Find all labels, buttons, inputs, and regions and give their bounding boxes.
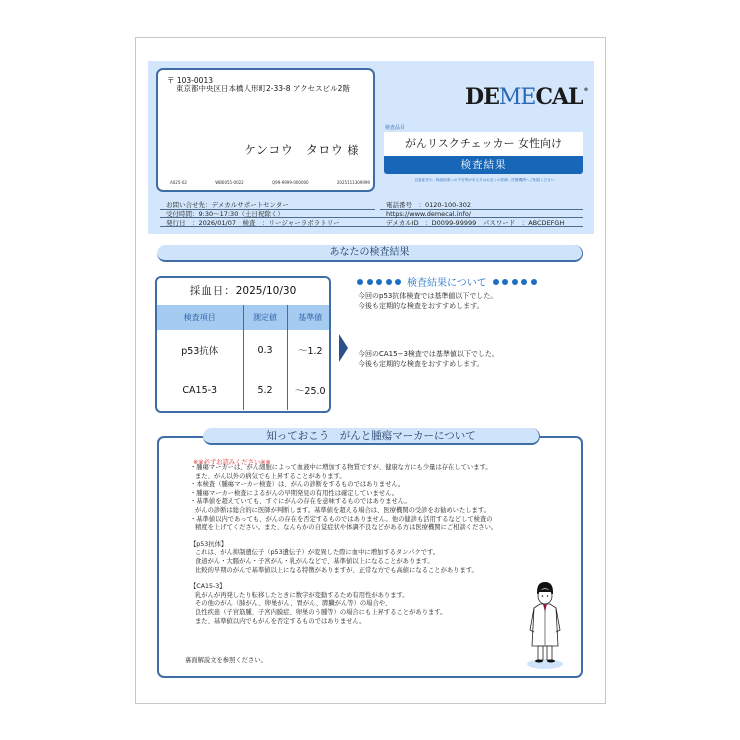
comment-line: 今後も定期的な検査をおすすめします。 bbox=[358, 359, 484, 368]
address: 東京都中央区日本橋人形町2-33-8 アクセスビル2階 bbox=[176, 84, 350, 93]
postal-code: 〒 103-0013 bbox=[167, 76, 213, 85]
reference-value: 〜1.2 bbox=[287, 330, 331, 370]
test-item-label: 検査品目 bbox=[385, 125, 406, 131]
arrow-right-icon bbox=[339, 334, 348, 362]
about-results-text: 検査結果について bbox=[407, 278, 487, 289]
code: A025-02 bbox=[170, 180, 187, 185]
comment-line: 今回のCA15−3検査では基準値以下でした。 bbox=[358, 350, 499, 358]
logo-part: CAL bbox=[535, 84, 583, 110]
registered-mark: ® bbox=[583, 87, 588, 93]
code: Q99-9999-000000 bbox=[272, 180, 309, 185]
p53-heading: 【p53抗体】 bbox=[190, 540, 228, 548]
marker-section-title: 知っておこう がんと腫瘍マーカーについて bbox=[203, 428, 540, 445]
results-section-title: あなたの検査結果 bbox=[157, 245, 583, 262]
bullet-line: ・腫瘍マーカーは、がん細胞によって血液中に増加する物質ですが、健康な方にも少量は存在しています。 bbox=[190, 464, 492, 471]
doctor-illustration-icon bbox=[520, 580, 570, 670]
website-url[interactable]: https://www.demecal.info/ bbox=[386, 209, 471, 218]
reference-codes bbox=[170, 180, 370, 185]
blood-draw-date bbox=[157, 278, 329, 305]
info-row bbox=[160, 209, 583, 218]
demecal-id-password: デメカルID ：D0099-99999 パスワード ：ABCDEFGH bbox=[386, 218, 565, 227]
result-comment-p53 bbox=[358, 292, 497, 311]
test-item-name: がんリスクチェッカー 女性向け bbox=[384, 132, 583, 156]
consult-notice: 自覚症状や、検査結果への不安等がある方はお近くの医師、医療機関へご相談ください bbox=[414, 178, 555, 182]
result-comment-ca153 bbox=[358, 350, 499, 369]
result-banner: 検査結果 bbox=[384, 156, 583, 174]
bullet-line: がんの診断は総合的に医師が判断します。基準値を超える場合は、医療機関の受診をお勧めいたします。 bbox=[195, 506, 490, 514]
measured-value: 5.2 bbox=[243, 370, 287, 410]
address-card bbox=[156, 68, 375, 192]
comment-line: 今回のp53抗体検査では基準値以下でした。 bbox=[358, 292, 498, 300]
marker-explanation bbox=[190, 464, 570, 626]
bullet-line: ・腫瘍マーカー検査によるがんの早期発見の有用性は確定していません。 bbox=[190, 489, 399, 497]
honorific: 様 bbox=[347, 144, 359, 157]
bullet-line: ・本検査（腫瘍マーカー検査）は、がんの診断をするものではありません。 bbox=[190, 481, 405, 489]
info-row bbox=[160, 200, 583, 209]
ca153-line: 乳がんが再発したり転移したときに数字が変動するため有用性があります。 bbox=[195, 591, 409, 599]
phone-number: 電話番号 ：0120-100-302 bbox=[386, 200, 472, 209]
p53-line: 比較的早期のがんで基準値以上になる特徴がありますが、正常な方でも高値になることがあります。 bbox=[195, 566, 478, 574]
code: 2025111309999 bbox=[336, 180, 370, 185]
col-header-reference: 基準値 bbox=[287, 305, 331, 330]
code: WB6055-0022 bbox=[215, 180, 244, 185]
dots-decoration-icon bbox=[493, 279, 537, 285]
reception-hours: 受付時間：9:30〜17:30（土日祝除く） bbox=[166, 209, 284, 218]
blood-date-value: 2025/10/30 bbox=[235, 285, 297, 297]
test-item: p53抗体 bbox=[181, 346, 219, 357]
test-item: CA15-3 bbox=[182, 384, 218, 396]
warning-text: ※※必ずお読みください※※ bbox=[193, 459, 271, 466]
table-row bbox=[157, 330, 331, 370]
bullet-line: ・基準値を超えていても、すぐにがんの存在を意味するものではありません。 bbox=[190, 498, 411, 506]
measured-value: 0.3 bbox=[243, 330, 287, 370]
bullet-line: また、がん以外の病気でも上昇することがあります。 bbox=[195, 472, 346, 480]
about-results-title bbox=[357, 274, 587, 289]
col-header-value: 測定値 bbox=[243, 305, 287, 330]
ca153-line: また、基準値以内でもがんを否定するものではありません。 bbox=[195, 617, 366, 625]
table-row bbox=[157, 370, 331, 410]
ca153-line: 良性疾患（子宮筋腫、子宮内膜症、卵巣のう腫等）の場合にも上昇することがあります。 bbox=[195, 608, 447, 616]
logo-part: ME bbox=[498, 85, 536, 110]
issue-date-lab: 発行日 ：2026/01/07 検査 ：リージャーラボラトリー bbox=[166, 218, 340, 227]
logo-part: DE bbox=[465, 84, 499, 110]
p53-line: これは、がん抑制遺伝子（p53遺伝子）が変異した際に血中に増加するタンパクです。 bbox=[195, 549, 440, 557]
recipient-name bbox=[244, 141, 359, 158]
reference-value: 〜25.0 bbox=[287, 370, 331, 410]
blood-date-label: 採血日： bbox=[189, 285, 236, 297]
info-row bbox=[160, 218, 583, 227]
ca153-line: その他のがん（肺がん、卵巣がん、胃がん、膵臓がん等）の場合や、 bbox=[195, 600, 392, 608]
results-table-box bbox=[155, 276, 331, 413]
demecal-logo bbox=[465, 84, 588, 110]
ca153-heading: 【CA15-3】 bbox=[190, 583, 226, 591]
recipient-name-text: ケンコウ タロウ bbox=[244, 143, 344, 157]
dots-decoration-icon bbox=[357, 279, 401, 285]
footer-note: 裏面解説文を参照ください。 bbox=[185, 657, 267, 664]
bullet-line: ・基準値以内であっても、がんの存在を否定するものではありません。他の健診も活用するなどして検査の bbox=[190, 515, 493, 523]
bullet-line: 精度を上げてください。また、なんらかの自覚症状や体調不良などがある方は医療機関にご相談ください。 bbox=[195, 524, 498, 532]
comment-line: 今後も定期的な検査をおすすめします。 bbox=[358, 301, 484, 310]
results-table bbox=[157, 305, 331, 410]
contact-info bbox=[160, 200, 583, 227]
p53-line: 食道がん・大腸がん・子宮がん・乳がんなどで、基準値以上になることがあります。 bbox=[195, 557, 434, 565]
contact-center: お問い合せ先：デメカルサポートセンター bbox=[166, 200, 289, 209]
col-header-item: 検査項目 bbox=[157, 305, 243, 330]
